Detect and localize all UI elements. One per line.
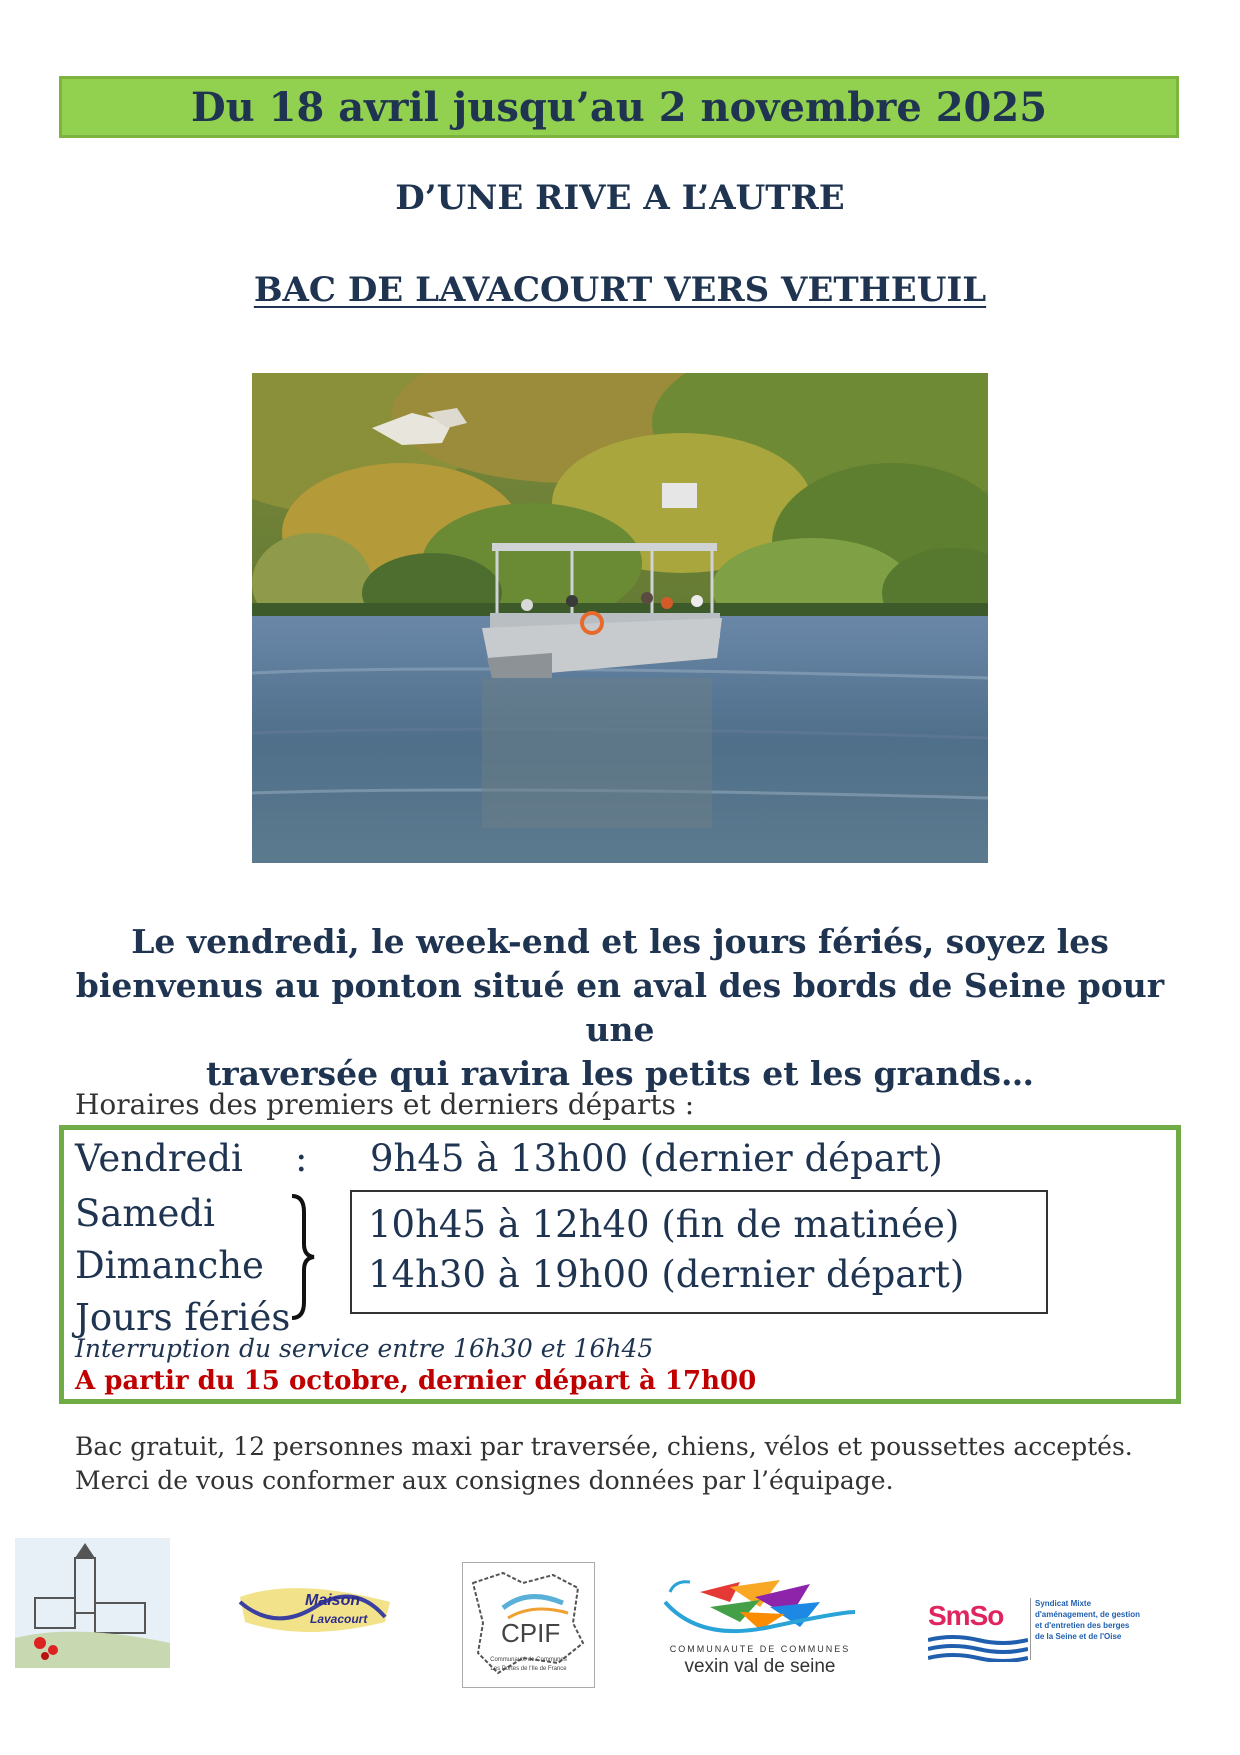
weekend-day-sunday: Dimanche xyxy=(75,1244,264,1287)
smso-logo-mark: SmSo xyxy=(928,1600,1004,1631)
interruption-note: Interruption du service entre 16h30 et 16h45 xyxy=(75,1334,654,1363)
weekend-day-saturday: Samedi xyxy=(75,1192,215,1235)
date-banner-text: Du 18 avril jusqu’au 2 novembre 2025 xyxy=(190,83,1048,131)
maison-logo-line-2: Lavacourt xyxy=(310,1612,368,1626)
smso-logo-line-4: de la Seine et de l'Oise xyxy=(1035,1632,1122,1641)
friday-colon: : xyxy=(295,1137,308,1180)
intro-text xyxy=(60,920,1180,1096)
footer-line-1: Bac gratuit, 12 personnes maxi par traversée, chiens, vélos et poussettes acceptés. xyxy=(75,1432,1133,1461)
smso-logo-line-1: Syndicat Mixte xyxy=(1035,1599,1092,1608)
smso-logo xyxy=(928,1598,1168,1668)
vexin-logo-line-2: vexin val de seine xyxy=(684,1656,836,1677)
intro-line-3: traversée qui ravira les petits et les grands… xyxy=(205,1054,1035,1093)
footer-line-2: Merci de vous conformer aux consignes données par l’équipage. xyxy=(75,1466,894,1495)
friday-day: Vendredi xyxy=(75,1137,243,1180)
vexin-logo-line-1: COMMUNAUTE DE COMMUNES xyxy=(669,1644,851,1654)
cpif-logo-line-1: Communauté de Communes xyxy=(490,1657,567,1663)
weekend-hours-afternoon: 14h30 à 19h00 (dernier départ) xyxy=(368,1253,965,1296)
smso-divider xyxy=(1030,1598,1031,1660)
intro-line-1: Le vendredi, le week-end et les jours fériés, soyez les xyxy=(131,922,1109,961)
vexin-val-de-seine-logo xyxy=(660,1572,860,1682)
cpif-logo-mark: CPIF xyxy=(501,1618,561,1648)
ferry-photo xyxy=(252,373,988,863)
cpif-logo-line-2: Les Portes de l'Ile de France xyxy=(490,1666,567,1672)
page-subtitle: BAC DE LAVACOURT VERS VETHEUIL xyxy=(253,270,987,310)
smso-logo-line-2: d'aménagement, de gestion xyxy=(1035,1610,1141,1619)
cpif-logo xyxy=(462,1562,595,1688)
weekend-day-holidays: Jours fériés xyxy=(75,1296,291,1339)
schedule-label: Horaires des premiers et derniers départs : xyxy=(75,1088,695,1121)
maison-lavacourt-logo xyxy=(235,1582,395,1642)
smso-logo-text xyxy=(1035,1598,1140,1642)
village-logo xyxy=(15,1538,170,1668)
october-note: A partir du 15 octobre, dernier départ à 17h00 xyxy=(75,1366,757,1396)
intro-line-2: bienvenus au ponton situé en aval des bords de Seine pour une xyxy=(75,966,1165,1049)
smso-logo-line-3: et d'entretien des berges xyxy=(1035,1621,1130,1630)
friday-hours: 9h45 à 13h00 (dernier départ) xyxy=(370,1137,943,1180)
weekend-hours-morning: 10h45 à 12h40 (fin de matinée) xyxy=(368,1203,960,1246)
page-title: D’UNE RIVE A L’AUTRE xyxy=(395,178,845,218)
date-banner xyxy=(59,76,1179,138)
maison-logo-line-1: Maison xyxy=(305,1592,361,1609)
curly-brace-icon xyxy=(288,1192,318,1322)
